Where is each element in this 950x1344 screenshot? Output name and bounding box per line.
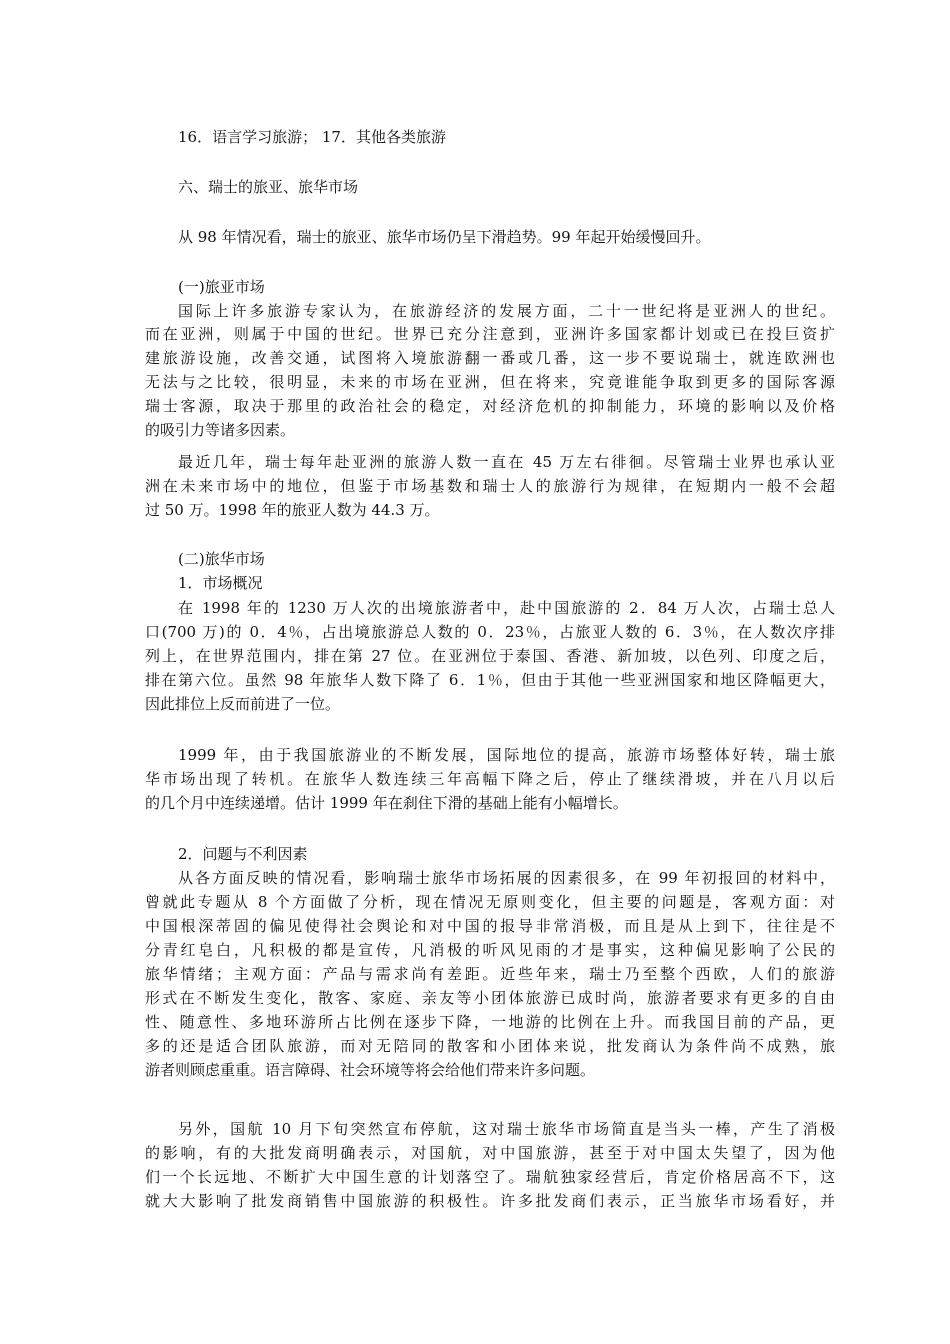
paragraph-line: 的影响，有的大批发商明确表示，对国航，对中国旅游，甚至于对中国太失望了，因为他	[145, 1144, 835, 1162]
paragraph-line: 最近几年，瑞士每年赴亚洲的旅游人数一直在 45 万左右徘徊。尽管瑞士业界也承认亚	[178, 453, 835, 471]
paragraph-line: 从各方面反映的情况看，影响瑞士旅华市场拓展的因素很多，在 99 年初报回的材料中，	[178, 869, 835, 887]
paragraph-line: 华市场出现了转机。在旅华人数连续三年高幅下降之后，停止了继续滑坡，并在八月以后	[145, 770, 835, 788]
paragraph-line: 排在第六位。虽然 98 年旅华人数下降了 6．1％，但由于其他一些亚洲国家和地区降幅更大，	[145, 671, 835, 689]
numbered-heading: 1．市场概况	[178, 574, 263, 592]
numbered-heading: 2．问题与不利因素	[178, 845, 308, 863]
paragraph-line: 过 50 万。1998 年的旅亚人数为 44.3 万。	[145, 501, 440, 519]
paragraph-line: 多的还是适合团队旅游，而对无陪同的散客和小团体来说，批发商认为条件尚不成熟，旅	[145, 1037, 835, 1055]
paragraph-line: 而在亚洲，则属于中国的世纪。世界已充分注意到，亚洲许多国家都计划或已在投巨资扩	[145, 325, 835, 343]
paragraph-line: 性、随意性、多地环游所占比例在逐步下降，一地游的比例在上升。而我国目前的产品，更	[145, 1013, 835, 1031]
paragraph-line: 就大大影响了批发商销售中国旅游的积极性。许多批发商们表示，正当旅华市场看好，并	[145, 1192, 835, 1210]
paragraph-line: 洲在未来市场中的地位，但鉴于市场基数和瑞士人的旅游行为规律，在短期内一般不会超	[145, 477, 835, 495]
paragraph-line: 无法与之比较，很明显，未来的市场在亚洲，但在将来，究竟谁能争取到更多的国际客源	[145, 373, 835, 391]
paragraph-line: 中国根深蒂固的偏见使得社会舆论和对中国的报导非常消极，而且是从上到下，往往是不	[145, 917, 835, 935]
paragraph-line: 建旅游设施，改善交通，试图将入境旅游翻一番或几番，这一步不要说瑞士，就连欧洲也	[145, 349, 835, 367]
paragraph-line: 们一个长远地、不断扩大中国生意的计划落空了。瑞航独家经营后，肯定价格居高不下，这	[145, 1168, 835, 1186]
subsection-heading: (一)旅亚市场	[178, 278, 265, 296]
paragraph-line: 旅华情绪；主观方面：产品与需求尚有差距。近些年来，瑞士乃至整个西欧，人们的旅游	[145, 965, 835, 983]
paragraph-line: 从 98 年情况看，瑞士的旅亚、旅华市场仍呈下滑趋势。99 年起开始缓慢回升。	[178, 228, 711, 246]
paragraph-line: 曾就此专题从 8 个方面做了分析，现在情况无原则变化，但主要的问题是，客观方面：对	[145, 893, 835, 911]
paragraph-line: 列上，在世界范围内，排在第 27 位。在亚洲位于泰国、香港、新加坡，以色列、印度之后，	[145, 647, 835, 665]
paragraph-line: 在 1998 年的 1230 万人次的出境旅游者中，赴中国旅游的 2．84 万人次，占瑞士总人	[178, 599, 835, 617]
paragraph-line: 因此排位上反而前进了一位。	[145, 695, 341, 713]
paragraph-line: 口(700 万)的 0．4％，占出境旅游总人数的 0．23％，占旅亚人数的 6．3％，在人数次序排	[145, 623, 835, 641]
paragraph-line: 形式在不断发生变化，散客、家庭、亲友等小团体旅游已成时尚，旅游者要求有更多的自由	[145, 989, 835, 1007]
list-item-line: 16．语言学习旅游； 17．其他各类旅游	[178, 128, 446, 146]
subsection-heading: (二)旅华市场	[178, 550, 265, 568]
paragraph-line: 瑞士客源，取决于那里的政治社会的稳定，对经济危机的抑制能力，环境的影响以及价格	[145, 397, 835, 415]
paragraph-line: 国际上许多旅游专家认为，在旅游经济的发展方面，二十一世纪将是亚洲人的世纪。	[178, 302, 835, 320]
paragraph-line: 分青红皂白，凡积极的都是宣传，凡消极的听风见雨的才是事实，这种偏见影响了公民的	[145, 941, 835, 959]
paragraph-line: 另外，国航 10 月下旬突然宣布停航，这对瑞士旅华市场简直是当头一棒，产生了消极	[178, 1120, 835, 1138]
paragraph-line: 1999 年，由于我国旅游业的不断发展，国际地位的提高，旅游市场整体好转，瑞士旅	[178, 746, 835, 764]
paragraph-line: 游者则顾虑重重。语言障碍、社会环境等将会给他们带来许多问题。	[145, 1061, 596, 1079]
paragraph-line: 的几个月中连续递增。估计 1999 年在刹住下滑的基础上能有小幅增长。	[145, 794, 628, 812]
paragraph-line: 的吸引力等诸多因素。	[145, 421, 296, 439]
section-heading: 六、瑞士的旅亚、旅华市场	[178, 178, 359, 196]
